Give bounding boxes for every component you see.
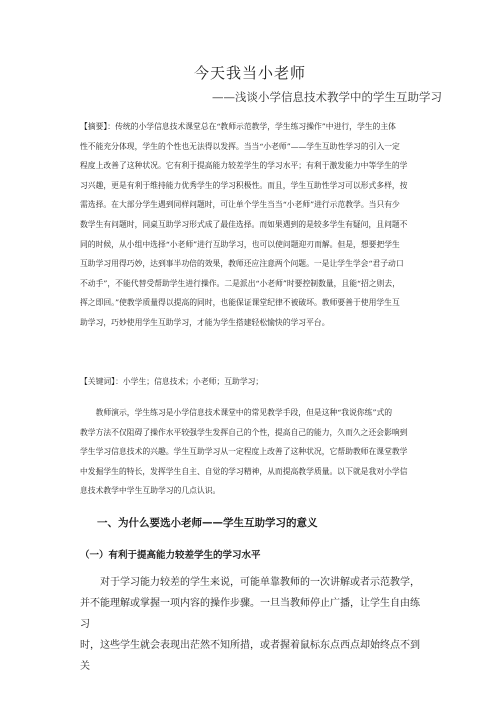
body-text	[80, 572, 421, 677]
keywords	[80, 372, 421, 392]
introduction	[80, 403, 421, 501]
intro-line: 教师演示，学生练习是小学信息技术课堂中的常见教学手段，但是这种“我说你练”式的	[95, 408, 393, 417]
abstract	[80, 117, 421, 333]
section-heading: 一、为什么要选小老师——学生互助学习的意义	[97, 517, 318, 529]
abstract-line: 需选择。在大部分学生遇到同样问题时，可让单个学生当当“小老师”进行示范教学。当只有少	[80, 200, 400, 210]
abstract-line: 助学习，巧妙使用学生互助学习，才能为学生搭建轻松愉快的学习平台。	[80, 317, 330, 327]
intro-line: 中发掘学生的特长，发挥学生自主、自觉的学习精神，从而提高教学质量。以下就是我对小学信	[80, 466, 408, 476]
abstract-line: 【摘要】：传统的小学信息技术课堂总在“教师示范教学，学生练习操作”中进行，学生的主体	[80, 122, 396, 131]
abstract-line: 不动手”，不能代替受帮助学生进行操作。二是派出“小老师”时要控制数量，且能“招之则去，	[80, 278, 401, 288]
abstract-line: 程度上改善了这种状况。它有利于提高能力较差学生的学习水平；有利于激发能力中等学生的学	[80, 161, 408, 171]
intro-line: 学生学习信息技术的兴趣。学生互助学习从一定程度上改善了这种状况，它帮助教师在课堂教学	[80, 447, 408, 457]
body-line: 对于学习能力较差的学生来说，可能单靠教师的一次讲解或者示范教学，	[100, 577, 420, 588]
abstract-line: 性不能充分体现，学生的个性也无法得以发挥。当当“小老师”——学生互助性学习的引入一定	[80, 141, 400, 151]
abstract-line: 习兴趣，更是有利于维持能力优秀学生的学习积极性。而且，学生互助性学习可以形式多样，按	[80, 180, 408, 190]
document-subtitle: ——浅谈小学信息技术教学中的学生互助学习	[212, 90, 442, 104]
intro-line: 教学方法不仅阻碍了操作水平较强学生发挥自己的个性，提高自己的能力，久而久之还会影响到	[80, 427, 408, 437]
body-line: 并不能理解或掌握一项内容的操作步骤。一旦当教师停止广播，让学生自由练习	[80, 598, 420, 630]
document-title: 今天我当小老师	[193, 64, 306, 82]
abstract-line: 同的时候，从小组中选择“小老师”进行互助学习，也可以使问题迎刃而解。但是，想要把学生	[80, 239, 400, 249]
body-line: 时，这些学生就会表现出茫然不知所措，或者握着鼠标东点西点却始终点不到关	[80, 640, 420, 672]
intro-line: 息技术教学中学生互助学习的几点认识。	[80, 486, 221, 496]
subsection-heading: （一）有利于提高能力较差学生的学习水平	[80, 550, 261, 561]
abstract-line: 挥之即回。”使教学质量得以提高的同时，也能保证课堂纪律不被破坏。教师要善于使用学生互	[80, 298, 400, 308]
keywords-line: 【关键词】：小学生；信息技术；小老师；互助学习；	[80, 377, 264, 386]
abstract-line: 互助学习用得巧妙，达到事半功倍的效果，教师还应注意两个问题。一是让学生学会“君子动口	[80, 259, 404, 269]
abstract-line: 数学生有问题时，同桌互助学习形式成了最佳选择。而如果遇到的是较多学生有疑问，且问题不	[80, 219, 408, 229]
